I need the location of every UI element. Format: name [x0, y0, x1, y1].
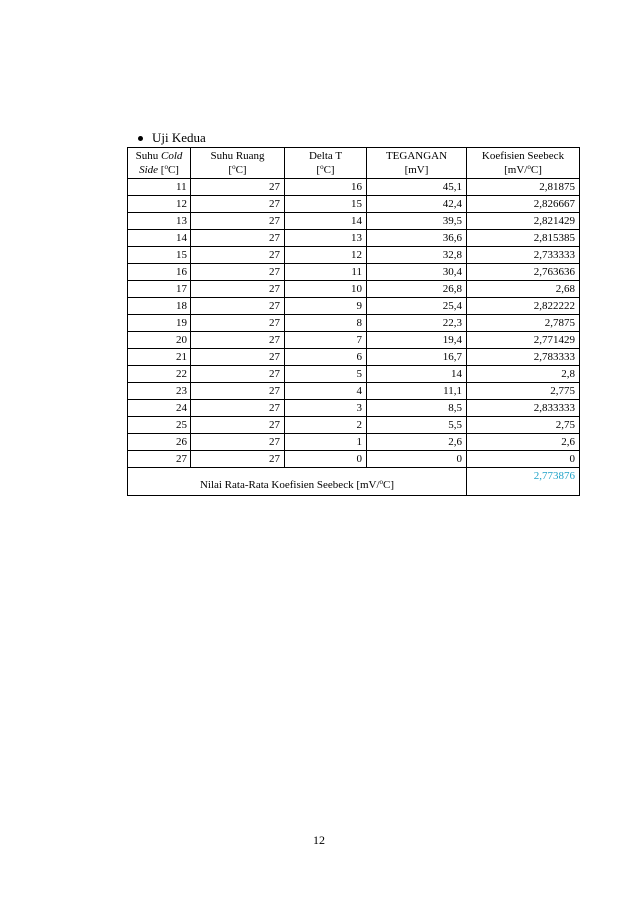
table-row — [128, 298, 580, 315]
table-row — [128, 281, 580, 298]
cell-seebeck: 2,81875 — [467, 179, 580, 196]
cell-voltage: 8,5 — [367, 400, 467, 417]
table-row — [128, 315, 580, 332]
cell-seebeck: 2,6 — [467, 434, 580, 451]
cell-voltage: 30,4 — [367, 264, 467, 281]
cell-cold-side: 20 — [128, 332, 191, 349]
cell-voltage: 5,5 — [367, 417, 467, 434]
cell-seebeck: 2,826667 — [467, 196, 580, 213]
cell-room-temp: 27 — [191, 383, 285, 400]
page-number: 12 — [313, 833, 325, 847]
header-delta-t: Delta T [$^o$C] — [285, 148, 367, 179]
table-header-row — [128, 148, 580, 179]
cell-delta-t: 7 — [285, 332, 367, 349]
table-row — [128, 230, 580, 247]
cell-room-temp: 27 — [191, 349, 285, 366]
cell-delta-t: 4 — [285, 383, 367, 400]
cell-seebeck: 2,783333 — [467, 349, 580, 366]
cell-room-temp: 27 — [191, 230, 285, 247]
table-row — [128, 247, 580, 264]
cell-room-temp: 27 — [191, 332, 285, 349]
cell-cold-side: 18 — [128, 298, 191, 315]
cell-seebeck: 2,821429 — [467, 213, 580, 230]
cell-voltage: 36,6 — [367, 230, 467, 247]
average-label: Nilai Rata-Rata Koefisien Seebeck [mV/$^o$C] — [128, 468, 467, 496]
cell-room-temp: 27 — [191, 281, 285, 298]
cell-delta-t: 0 — [285, 451, 367, 468]
cell-cold-side: 27 — [128, 451, 191, 468]
table-row — [128, 366, 580, 383]
cell-delta-t: 8 — [285, 315, 367, 332]
cell-voltage: 32,8 — [367, 247, 467, 264]
cell-voltage: 0 — [367, 451, 467, 468]
cell-cold-side: 12 — [128, 196, 191, 213]
cell-cold-side: 16 — [128, 264, 191, 281]
cell-delta-t: 5 — [285, 366, 367, 383]
cell-room-temp: 27 — [191, 179, 285, 196]
cell-cold-side: 23 — [128, 383, 191, 400]
cell-voltage: 45,1 — [367, 179, 467, 196]
cell-delta-t: 3 — [285, 400, 367, 417]
cell-voltage: 26,8 — [367, 281, 467, 298]
cell-room-temp: 27 — [191, 264, 285, 281]
cell-seebeck: 2,833333 — [467, 400, 580, 417]
cell-voltage: 19,4 — [367, 332, 467, 349]
header-voltage: TEGANGAN [mV] — [367, 148, 467, 179]
table-row — [128, 349, 580, 366]
cell-seebeck: 2,771429 — [467, 332, 580, 349]
cell-room-temp: 27 — [191, 434, 285, 451]
table-row — [128, 383, 580, 400]
section-heading — [138, 130, 206, 146]
table-row — [128, 213, 580, 230]
table-row — [128, 451, 580, 468]
cell-cold-side: 21 — [128, 349, 191, 366]
cell-seebeck: 2,822222 — [467, 298, 580, 315]
bullet-icon — [138, 136, 143, 141]
cell-cold-side: 26 — [128, 434, 191, 451]
cell-seebeck: 2,763636 — [467, 264, 580, 281]
cell-voltage: 2,6 — [367, 434, 467, 451]
cell-voltage: 42,4 — [367, 196, 467, 213]
table-row — [128, 332, 580, 349]
cell-room-temp: 27 — [191, 315, 285, 332]
cell-seebeck: 2,68 — [467, 281, 580, 298]
cell-delta-t: 6 — [285, 349, 367, 366]
cell-room-temp: 27 — [191, 213, 285, 230]
table-row — [128, 434, 580, 451]
cell-seebeck: 0 — [467, 451, 580, 468]
table-row — [128, 417, 580, 434]
cell-room-temp: 27 — [191, 298, 285, 315]
cell-voltage: 14 — [367, 366, 467, 383]
cell-voltage: 22,3 — [367, 315, 467, 332]
cell-room-temp: 27 — [191, 451, 285, 468]
cell-room-temp: 27 — [191, 247, 285, 264]
seebeck-table — [127, 147, 580, 496]
cell-seebeck: 2,75 — [467, 417, 580, 434]
cell-room-temp: 27 — [191, 417, 285, 434]
cell-cold-side: 17 — [128, 281, 191, 298]
cell-delta-t: 9 — [285, 298, 367, 315]
table-row — [128, 196, 580, 213]
cell-seebeck: 2,775 — [467, 383, 580, 400]
header-cold-side: Suhu Cold Side [$^o$C] — [128, 148, 191, 179]
cell-delta-t: 13 — [285, 230, 367, 247]
table-row — [128, 264, 580, 281]
cell-room-temp: 27 — [191, 400, 285, 417]
cell-delta-t: 10 — [285, 281, 367, 298]
cell-room-temp: 27 — [191, 196, 285, 213]
cell-delta-t: 15 — [285, 196, 367, 213]
cell-delta-t: 16 — [285, 179, 367, 196]
cell-seebeck: 2,733333 — [467, 247, 580, 264]
cell-voltage: 25,4 — [367, 298, 467, 315]
cell-room-temp: 27 — [191, 366, 285, 383]
average-value: 2,773876 — [467, 468, 580, 496]
cell-cold-side: 24 — [128, 400, 191, 417]
cell-cold-side: 15 — [128, 247, 191, 264]
cell-voltage: 16,7 — [367, 349, 467, 366]
cell-delta-t: 1 — [285, 434, 367, 451]
cell-seebeck: 2,8 — [467, 366, 580, 383]
cell-seebeck: 2,815385 — [467, 230, 580, 247]
section-heading-text: Uji Kedua — [152, 130, 206, 145]
table-row — [128, 179, 580, 196]
cell-seebeck: 2,7875 — [467, 315, 580, 332]
cell-delta-t: 12 — [285, 247, 367, 264]
cell-cold-side: 11 — [128, 179, 191, 196]
cell-cold-side: 14 — [128, 230, 191, 247]
header-seebeck: Koefisien Seebeck [mV/$^o$C] — [467, 148, 580, 179]
cell-delta-t: 2 — [285, 417, 367, 434]
cell-voltage: 11,1 — [367, 383, 467, 400]
cell-cold-side: 13 — [128, 213, 191, 230]
header-room-temp: Suhu Ruang [$^o$C] — [191, 148, 285, 179]
cell-voltage: 39,5 — [367, 213, 467, 230]
cell-delta-t: 14 — [285, 213, 367, 230]
average-row — [128, 468, 580, 496]
cell-cold-side: 25 — [128, 417, 191, 434]
table-row — [128, 400, 580, 417]
cell-cold-side: 22 — [128, 366, 191, 383]
cell-cold-side: 19 — [128, 315, 191, 332]
cell-delta-t: 11 — [285, 264, 367, 281]
